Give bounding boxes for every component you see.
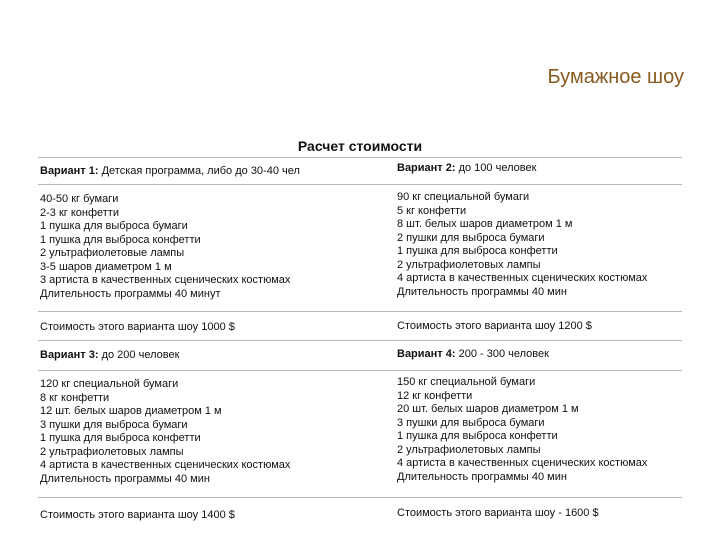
variant-1-desc: Детская программа, либо до 30-40 чел [98,165,300,177]
table-rule [38,340,682,341]
list-item: 4 артиста в качественных сценических костюмах [40,459,291,471]
list-item: 12 кг конфетти [397,389,473,402]
list-item: Длительность программы 40 мин [397,470,567,483]
variant-1-label: Вариант 1: [40,165,99,177]
list-item: 5 кг конфетти [397,204,467,217]
table-rule [38,370,682,371]
variant-3-label: Вариант 3: [40,349,99,361]
variant-1-cost: Стоимость этого варианта шоу 1000 $ [40,321,235,333]
table-rule [38,157,682,158]
variant-2-header [397,162,536,176]
list-item: 4 артиста в качественных сценических костюмах [397,457,648,469]
list-item: Длительность программы 40 минут [40,287,221,300]
list-item: 20 шт. белых шаров диаметром 1 м [397,403,579,415]
variant-1-items [40,193,290,301]
variant-2-cost: Стоимость этого варианта шоу 1200 $ [397,320,592,332]
variant-4-label: Вариант 4: [397,348,456,360]
list-item: 2 ультрафиолетовых лампы [397,443,541,456]
list-item: 8 кг конфетти [40,391,110,404]
list-item: 4 артиста в качественных сценических костюмах [397,272,648,284]
variant-1-header [40,165,300,179]
list-item: 2 ультрафиолетовых лампы [40,445,184,458]
table-rule [38,311,682,312]
table-title: Расчет стоимости [297,138,423,154]
list-item: Длительность программы 40 мин [397,285,567,298]
list-item: 1 пушка для выброса конфетти [397,245,558,257]
variant-2-desc: до 100 человек [455,162,537,174]
list-item: 2 ультрафиолетовые лампы [40,247,185,259]
variant-4-header [397,348,549,362]
list-item: 3-5 шаров диаметром 1 м [40,260,172,273]
table-rule [38,184,682,185]
list-item: 1 пушка для выброса бумаги [40,220,188,232]
variant-2-items [397,191,647,299]
list-item: 12 шт. белых шаров диаметром 1 м [40,405,222,417]
list-item: 120 кг специальной бумаги [40,378,179,390]
list-item: 1 пушка для выброса конфетти [40,432,201,444]
list-item: 1 пушка для выброса конфетти [40,233,201,246]
variant-3-items [40,378,290,486]
list-item: 8 шт. белых шаров диаметром 1 м [397,218,573,230]
list-item: 3 пушки для выброса бумаги [397,416,545,429]
table-rule [38,497,682,498]
list-item: 2 ультрафиолетовых лампы [397,258,541,271]
list-item: 90 кг специальной бумаги [397,191,530,203]
list-item: 2 пушки для выброса бумаги [397,231,545,244]
variant-4-desc: 200 - 300 человек [455,348,549,360]
variant-3-cost: Стоимость этого варианта шоу 1400 $ [40,509,235,521]
list-item: 3 артиста в качественных сценических костюмах [40,274,291,286]
variant-3-desc: до 200 человек [98,349,180,361]
list-item: Длительность программы 40 мин [40,472,210,485]
variant-3-header [40,349,179,363]
variant-2-label: Вариант 2: [397,162,456,174]
list-item: 40-50 кг бумаги [40,193,119,205]
list-item: 150 кг специальной бумаги [397,376,536,388]
list-item: 2-3 кг конфетти [40,206,119,219]
variant-4-items [397,376,647,484]
variant-4-cost: Стоимость этого варианта шоу - 1600 $ [397,507,599,519]
page-title: Бумажное шоу [547,66,684,88]
list-item: 1 пушка для выброса конфетти [397,430,558,442]
list-item: 3 пушки для выброса бумаги [40,418,188,431]
